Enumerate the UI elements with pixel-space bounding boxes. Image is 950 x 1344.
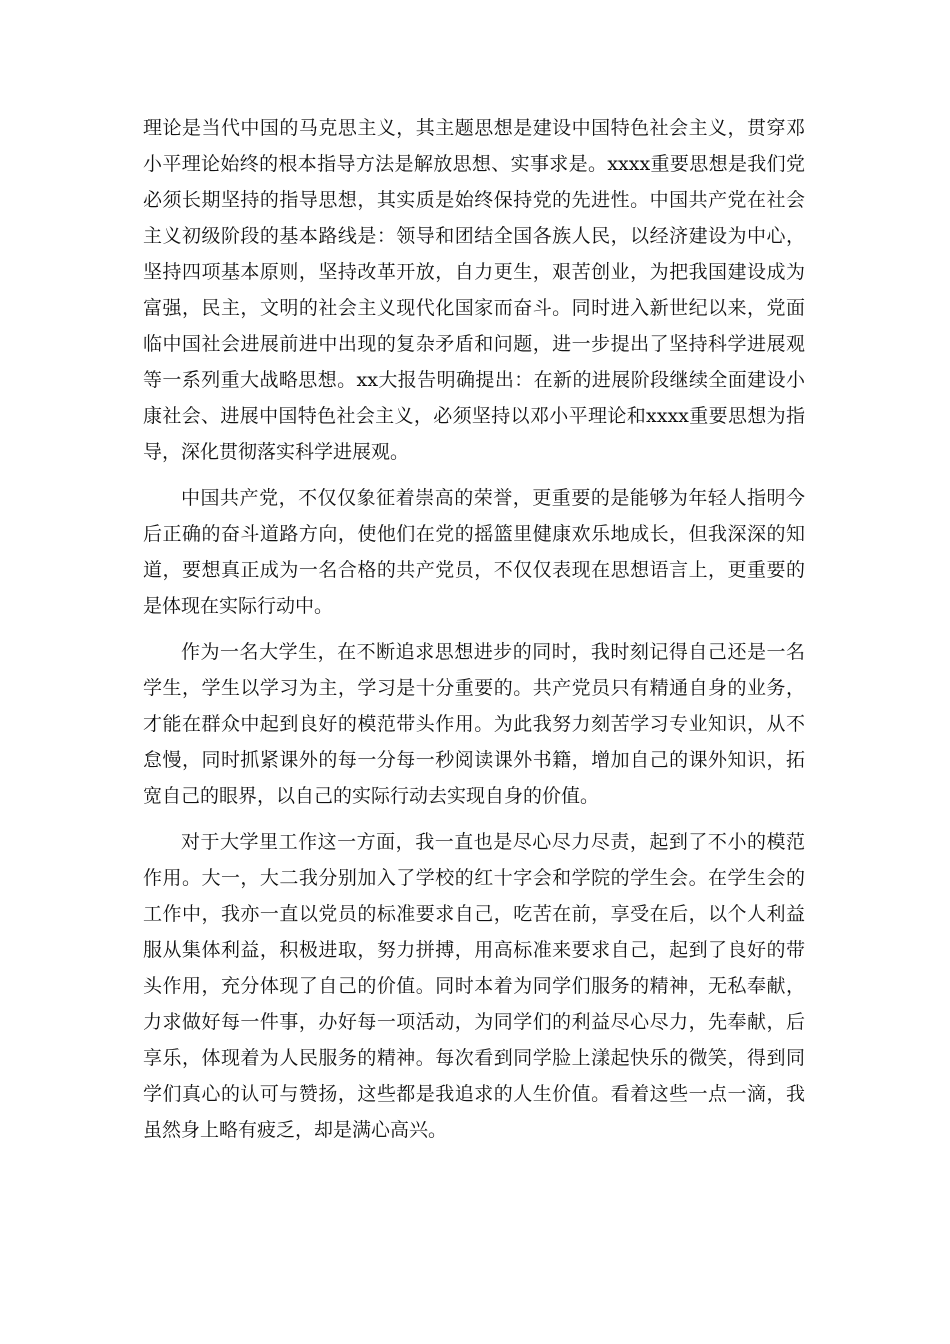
paragraph-1: 理论是当代中国的马克思主义，其主题思想是建设中国特色社会主义，贯穿邓小平理论始终的根本指导方法是解放思想、实事求是。xxxx重要思想是我们党必须长期坚持的指导思想，其实质是始终保持党的先进性。中国共产党在社会主义初级阶段的基本路线是：领导和团结全国各族人民，以经济建设为中心，坚持四项基本原则，坚持改革开放，自力更生，艰苦创业，为把我国建设成为富强，民主，文明的社会主义现代化国家而奋斗。同时进入新世纪以来，党面临中国社会进展前进中出现的复杂矛盾和问题，进一步提出了坚持科学进展观等一系列重大战略思想。xx大报告明确提出：在新的进展阶段继续全面建设小康社会、进展中国特色社会主义，必须坚持以邓小平理论和xxxx重要思想为指导，深化贯彻落实科学进展观。 bbox=[143, 117, 805, 463]
document-body bbox=[143, 110, 805, 1158]
paragraph-2: 中国共产党，不仅仅象征着崇高的荣誉，更重要的是能够为年轻人指明今后正确的奋斗道路方向，使他们在党的摇篮里健康欢乐地成长，但我深深的知道，要想真正成为一名合格的共产党员，不仅仅表现在思想语言上，更重要的是体现在实际行动中。 bbox=[143, 487, 805, 617]
paragraph-4: 对于大学里工作这一方面，我一直也是尽心尽力尽责，起到了不小的模范作用。大一，大二我分别加入了学校的红十字会和学院的学生会。在学生会的工作中，我亦一直以党员的标准要求自己，吃苦在前，享受在后，以个人利益服从集体利益，积极进取，努力拼搏，用高标准来要求自己，起到了良好的带头作用，充分体现了自己的价值。同时本着为同学们服务的精神，无私奉献，力求做好每一件事，办好每一项活动，为同学们的利益尽心尽力，先奉献，后享乐，体现着为人民服务的精神。每次看到同学脸上漾起快乐的微笑，得到同学们真心的认可与赞扬，这些都是我追求的人生价值。看着这些一点一滴，我虽然身上略有疲乏，却是满心高兴。 bbox=[143, 831, 805, 1141]
paragraph-3: 作为一名大学生，在不断追求思想进步的同时，我时刻记得自己还是一名学生，学生以学习为主，学习是十分重要的。共产党员只有精通自身的业务，才能在群众中起到良好的模范带头作用。为此我努力刻苦学习专业知识，从不怠慢，同时抓紧课外的每一分每一秒阅读课外书籍，增加自己的课外知识，拓宽自己的眼界，以自己的实际行动去实现自身的价值。 bbox=[143, 641, 805, 807]
